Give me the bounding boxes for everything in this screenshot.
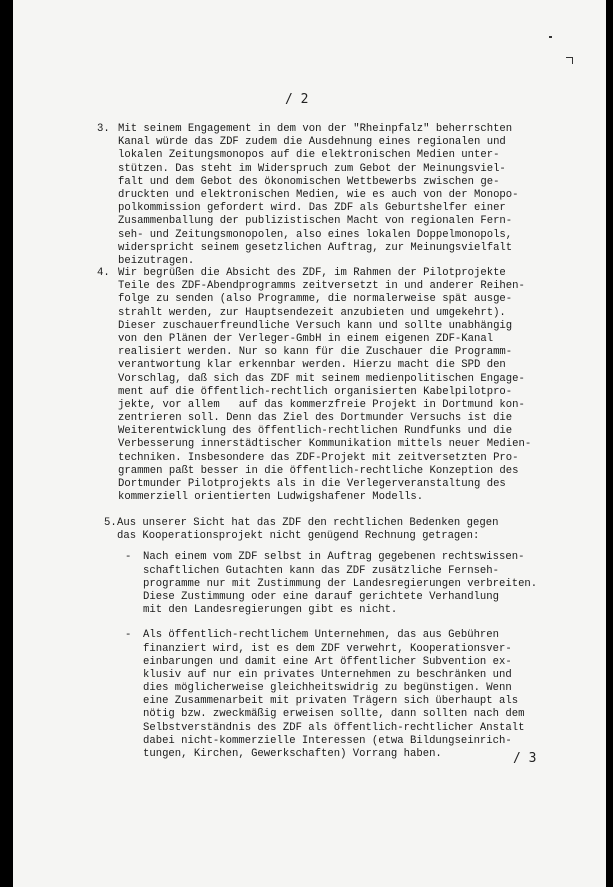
text-line: jekte, vor allem auf das kommerzfreie Projekt in Dortmund kon- [118,398,525,411]
text-line: strahlt werden, zur Hauptsendezeit anzubieten und umgekehrt). [118,306,506,319]
bullet-dash: - [125,629,132,642]
text-line: seh- und Zeitungsmonopolen, also eines lokalen Doppelmonopols, [118,228,513,241]
text-line: falt und dem Gebot des ökonomischen Wettbewerbs zwischen ge- [118,175,500,188]
text-line: lokalen Zeitungsmonopos auf die elektronischen Medien unter- [118,149,500,162]
bullet-item [104,551,564,617]
text-line: Teile des ZDF-Abendprogramms zeitversetzt in und anderer Reihen- [118,280,525,293]
section-number: 4. [97,267,110,279]
text-line: finanziert wird, ist es dem ZDF verwehrt, Kooperationsver- [143,642,512,655]
text-line: nötig bzw. zweckmäßig erweisen sollte, dann sollten nach dem [143,708,525,721]
text-line: dabei nicht-kommerzielle Interessen (etwa Bildungseinrich- [143,734,512,747]
text-line: folge zu senden (also Programme, die normalerweise spät ausge- [118,293,513,306]
text-line: Kanal würde das ZDF zudem die Ausdehnung eines regionalen und [118,136,506,149]
text-line: beizutragen. [118,254,195,267]
text-line: Wir begrüßen die Absicht des ZDF, im Rahmen der Pilotprojekte [118,267,506,279]
document-page [13,0,606,887]
text-line: programme nur mit Zustimmung der Landesregierungen verbreiten. [143,577,538,590]
text-line: realisiert werden. Nur so kann für die Zuschauer die Programm- [118,346,513,359]
scan-speck [549,36,552,38]
scan-speck [572,57,573,64]
text-line: Weiterentwicklung des öffentlich-rechtlichen Rundfunks und die [118,425,513,438]
text-line: Als öffentlich-rechtlichem Unternehmen, das aus Gebühren [143,629,500,642]
text-line: grammen paßt besser in die öffentlich-rechtliche Konzeption des [118,464,519,477]
text-line: dies möglicherweise gleichheitswidrig zu begünstigen. Wenn [143,682,512,695]
text-line: techniken. Insbesondere das ZDF-Projekt mit zeitversetzten Pro- [118,451,519,464]
text-line: das Kooperationsprojekt nicht genügend Rechnung getragen: [117,530,480,543]
text-line: druckten und elektronischen Medien, wie es auch von der Monopo- [118,188,519,201]
section-5 [104,517,564,761]
text-line: Dieser zuschauerfreundliche Versuch kann und sollte unabhängig [118,319,513,332]
text-line: verantwortung klar erkennbar werden. Hierzu macht die SPD den [118,359,506,372]
page-number-top: / 2 [285,92,309,107]
text-line: zentrieren soll. Denn das Ziel des Dortmunder Versuchs ist die [118,412,513,425]
text-line: Vorschlag, daß sich das ZDF mit seinem medienpolitischen Engage- [118,372,525,385]
text-line: klusiv auf nur ein privates Unternehmen zu beschränken und [143,668,512,681]
text-line: Selbstverständnis des ZDF als öffentlich-rechtlicher Anstalt [143,721,525,734]
text-line: eine Zusammenarbeit mit privaten Trägern sich überhaupt als [143,695,519,708]
text-line: Aus unserer Sicht hat das ZDF den rechtlichen Bedenken gegen [117,517,499,529]
text-line: polkommission gefordert wird. Das ZDF als Geburtshelfer einer [118,202,506,215]
section-number: 5. [104,517,117,529]
section-3 [97,123,567,268]
text-line: widerspricht seinem gesetzlichen Auftrag, zur Meinungsvielfalt [118,241,513,254]
section-4 [97,267,567,504]
text-line: einbarungen und damit eine Art öffentlicher Subvention ex- [143,655,512,668]
section-number: 3. [97,123,110,135]
text-line: mit den Landesregierungen gibt es nicht. [143,604,398,617]
text-line: Mit seinem Engagement in dem von der "Rheinpfalz" beherrschten [118,123,513,135]
text-line: tungen, Kirchen, Gewerkschaften) Vorrang haben. [143,748,442,760]
text-line: Diese Zustimmung oder eine darauf gerichtete Verhandlung [143,590,500,603]
text-line: Zusammenballung der publizistischen Macht von regionalen Fern- [118,215,513,228]
text-line: schaftlichen Gutachten kann das ZDF zusätzliche Fernseh- [143,564,500,577]
text-line: stützen. Das steht im Widerspruch zum Gebot der Meinungsviel- [118,162,506,175]
text-line: kommerziell orientierten Ludwigshafener Modells. [118,491,424,504]
text-line: Dortmunder Pilotprojekts als in die Verlegerveranstaltung des [118,478,506,490]
bullet-item [104,629,564,761]
text-line: ment auf die öffentlich-rechtlich organisierten Kabelpilotpro- [118,385,513,398]
bullet-dash: - [125,551,132,564]
text-line: Verbesserung innerstädtischer Kommunikation mittels neuer Medien- [118,438,532,451]
text-line: von den Plänen der Verleger-GmbH in einem eigenen ZDF-Kanal [118,332,494,345]
text-line: Nach einem vom ZDF selbst in Auftrag gegebenen rechtswissen- [143,551,525,564]
page-number-bottom: / 3 [513,751,537,766]
